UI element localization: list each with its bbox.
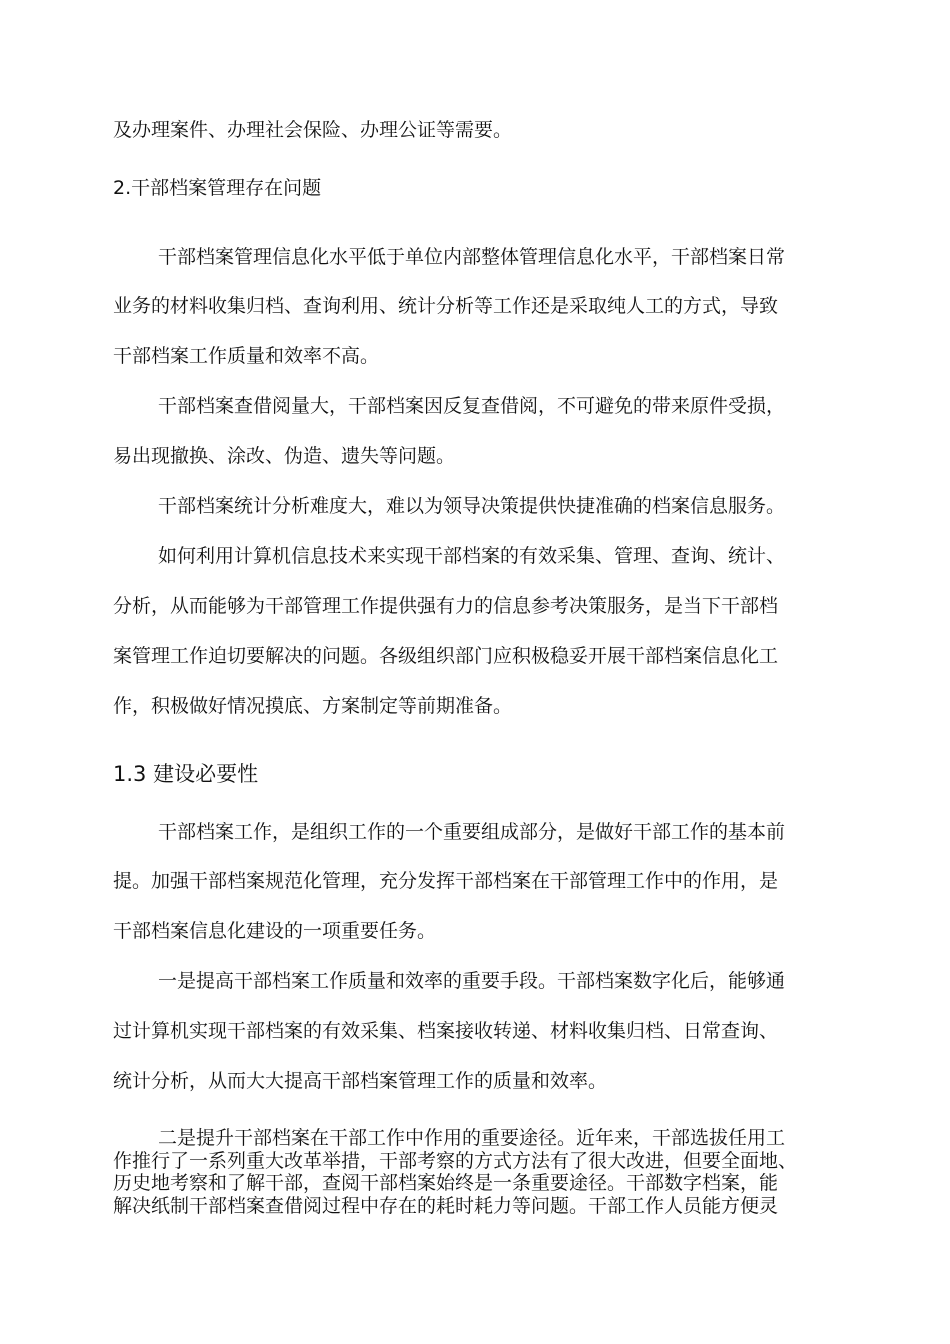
text-line: 干部档案信息化建设的一项重要任务。	[113, 920, 437, 942]
text-line: 干部档案工作，是组织工作的一个重要组成部分，是做好干部工作的基本前	[158, 821, 786, 843]
text-line: 统计分析，从而大大提高干部档案管理工作的质量和效率。	[113, 1070, 608, 1092]
text-line: 作推行了一系列重大改革举措，干部考察的方式方法有了很大改进，但要全面地、	[113, 1150, 798, 1172]
section-heading: 1.3 建设必要性	[113, 762, 259, 786]
section-heading: 2.干部档案管理存在问题	[113, 177, 322, 199]
text-line: 一是提高干部档案工作质量和效率的重要手段。干部档案数字化后，能够通	[158, 970, 786, 992]
text-line: 及办理案件、办理社会保险、办理公证等需要。	[113, 119, 513, 141]
text-line: 易出现撤换、涂改、伪造、遗失等问题。	[113, 445, 456, 467]
text-line: 历史地考察和了解干部，查阅干部档案始终是一条重要途径。干部数字档案，能	[113, 1172, 779, 1194]
text-line: 干部档案统计分析难度大，难以为领导决策提供快捷准确的档案信息服务。	[158, 495, 786, 517]
text-line: 干部档案管理信息化水平低于单位内部整体管理信息化水平，干部档案日常	[158, 246, 786, 268]
text-line: 作，积极做好情况摸底、方案制定等前期准备。	[113, 695, 513, 717]
text-line: 案管理工作迫切要解决的问题。各级组织部门应积极稳妥开展干部档案信息化工	[113, 645, 779, 667]
text-line: 提。加强干部档案规范化管理，充分发挥干部档案在干部管理工作中的作用，是	[113, 870, 779, 892]
text-line: 二是提升干部档案在干部工作中作用的重要途径。近年来，干部选拔任用工	[158, 1127, 786, 1149]
text-line: 分析，从而能够为干部管理工作提供强有力的信息参考决策服务，是当下干部档	[113, 595, 779, 617]
text-line: 业务的材料收集归档、查询利用、统计分析等工作还是采取纯人工的方式，导致	[113, 295, 779, 317]
text-line: 干部档案工作质量和效率不高。	[113, 345, 380, 367]
text-line: 如何利用计算机信息技术来实现干部档案的有效采集、管理、查询、统计、	[158, 545, 786, 567]
text-line: 干部档案查借阅量大，干部档案因反复查借阅，不可避免的带来原件受损，	[158, 395, 786, 417]
text-line: 解决纸制干部档案查借阅过程中存在的耗时耗力等问题。干部工作人员能方便灵	[113, 1195, 779, 1217]
text-line: 过计算机实现干部档案的有效采集、档案接收转递、材料收集归档、日常查询、	[113, 1020, 779, 1042]
